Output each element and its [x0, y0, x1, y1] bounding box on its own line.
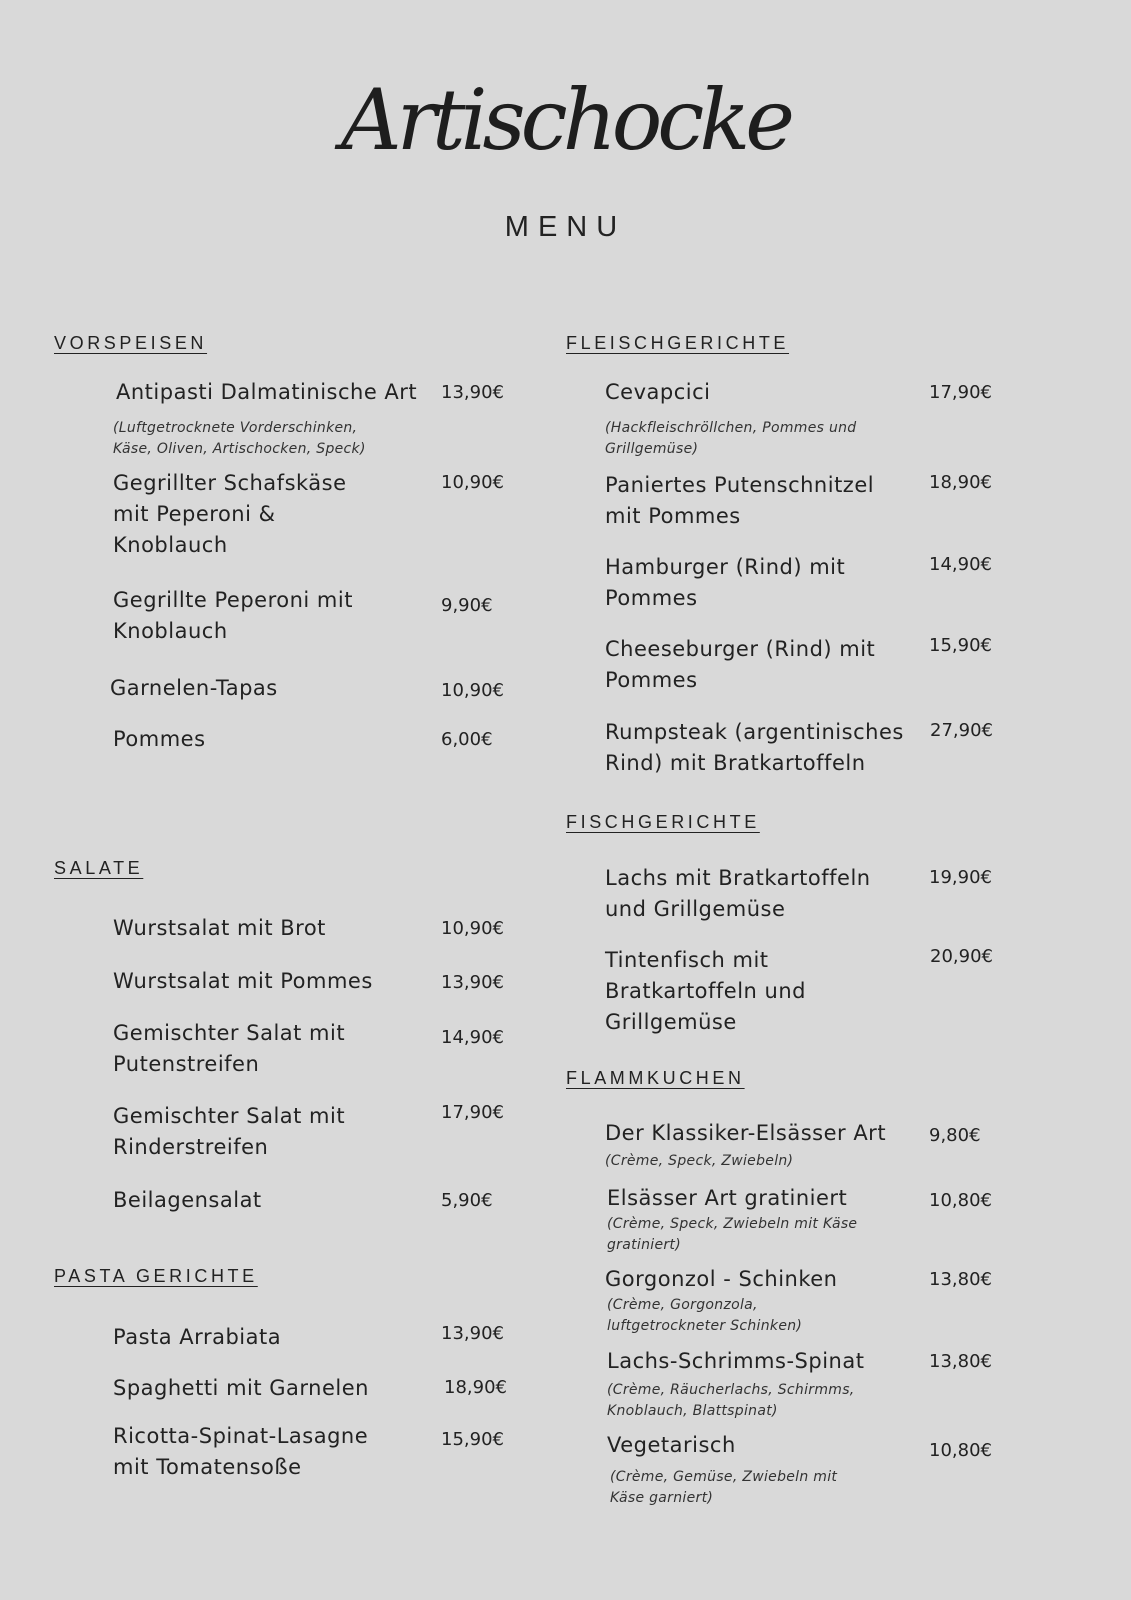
- menu-item-name: Lachs-Schrimms-Spinat: [607, 1349, 865, 1373]
- section-heading-fisch: FISCHGERICHTE: [566, 812, 760, 832]
- menu-item-name: Gemischter Salat mit Putenstreifen: [113, 1021, 346, 1076]
- menu-item-price: 18,90€: [929, 472, 992, 493]
- menu-item-price: 18,90€: [444, 1377, 507, 1398]
- menu-item-price: 14,90€: [929, 554, 992, 575]
- menu-item-price: 10,90€: [441, 680, 504, 701]
- menu-item-price: 10,90€: [441, 472, 504, 493]
- section-heading-vorspeisen: VORSPEISEN: [54, 333, 208, 353]
- menu-item-description: (Crème, Speck, Zwiebeln): [605, 1153, 794, 1169]
- menu-item-price: 10,90€: [441, 918, 504, 939]
- menu-item-name: Elsässer Art gratiniert: [607, 1186, 848, 1210]
- menu-item-price: 10,80€: [929, 1190, 992, 1211]
- menu-item-name: Gegrillter Schafskäse mit Peperoni & Knoblauch: [113, 471, 347, 557]
- restaurant-logo: Artischocke: [341, 71, 790, 169]
- menu-item-name: Cheeseburger (Rind) mit Pommes: [605, 637, 876, 692]
- menu-item-price: 5,90€: [441, 1190, 493, 1211]
- menu-item-description: (Crème, Gorgonzola, luftgetrockneter Schinken): [607, 1297, 803, 1334]
- menu-item-name: Vegetarisch: [607, 1433, 736, 1457]
- section-heading-flammkuchen: FLAMMKUCHEN: [566, 1068, 745, 1088]
- menu-item-price: 13,80€: [929, 1269, 992, 1290]
- menu-item-name: Wurstsalat mit Pommes: [113, 969, 373, 993]
- menu-item-name: Hamburger (Rind) mit Pommes: [605, 555, 846, 610]
- menu-item-price: 13,90€: [441, 382, 504, 403]
- section-heading-fleisch: FLEISCHGERICHTE: [566, 333, 790, 353]
- menu-item-name: Paniertes Putenschnitzel mit Pommes: [605, 473, 875, 528]
- menu-item-description: (Crème, Gemüse, Zwiebeln mit Käse garniert): [610, 1469, 838, 1506]
- menu-item-description: (Hackfleischröllchen, Pommes und Grillgemüse): [605, 420, 857, 457]
- menu-item-price: 9,90€: [441, 595, 493, 616]
- menu-item-price: 10,80€: [929, 1440, 992, 1461]
- menu-item-name: Beilagensalat: [113, 1188, 262, 1212]
- menu-item-price: 20,90€: [930, 946, 993, 967]
- menu-item-name: Lachs mit Bratkartoffeln und Grillgemüse: [605, 866, 871, 921]
- menu-item-name: Wurstsalat mit Brot: [113, 916, 326, 940]
- menu-item-price: 13,80€: [929, 1351, 992, 1372]
- menu-item-name: Spaghetti mit Garnelen: [113, 1376, 369, 1400]
- menu-item-price: 17,90€: [929, 382, 992, 403]
- menu-item-name: Pommes: [113, 727, 206, 751]
- menu-item-name: Gemischter Salat mit Rinderstreifen: [113, 1104, 346, 1159]
- menu-item-price: 14,90€: [441, 1027, 504, 1048]
- menu-item-price: 13,90€: [441, 1323, 504, 1344]
- menu-item-price: 15,90€: [441, 1429, 504, 1450]
- menu-title: MENU: [504, 211, 627, 243]
- menu-item-price: 9,80€: [929, 1125, 981, 1146]
- menu-item-name: Gorgonzol - Schinken: [605, 1267, 838, 1291]
- menu-item-price: 6,00€: [441, 729, 493, 750]
- section-heading-salate: SALATE: [54, 858, 144, 878]
- menu-item-description: (Luftgetrocknete Vorderschinken, Käse, Oliven, Artischocken, Speck): [113, 420, 366, 457]
- menu-item-name: Antipasti Dalmatinische Art: [116, 380, 418, 404]
- menu-item-name: Garnelen-Tapas: [110, 676, 278, 700]
- menu-item-name: Tintenfisch mit Bratkartoffeln und Grillgemüse: [605, 948, 806, 1034]
- menu-item-price: 13,90€: [441, 972, 504, 993]
- menu-item-description: (Crème, Räucherlachs, Schirmms, Knoblauch, Blattspinat): [607, 1382, 855, 1419]
- menu-item-name: Pasta Arrabiata: [113, 1325, 282, 1349]
- menu-item-name: Der Klassiker-Elsässer Art: [605, 1121, 887, 1145]
- section-heading-pasta: PASTA GERICHTE: [54, 1266, 258, 1286]
- menu-item-name: Rumpsteak (argentinisches Rind) mit Bratkartoffeln: [605, 720, 904, 775]
- menu-item-price: 27,90€: [930, 720, 993, 741]
- menu-item-price: 15,90€: [929, 635, 992, 656]
- menu-item-price: 19,90€: [929, 867, 992, 888]
- menu-item-price: 17,90€: [441, 1102, 504, 1123]
- menu-item-name: Ricotta-Spinat-Lasagne mit Tomatensoße: [113, 1424, 369, 1479]
- menu-item-name: Gegrillte Peperoni mit Knoblauch: [113, 588, 353, 643]
- menu-item-description: (Crème, Speck, Zwiebeln mit Käse gratiniert): [607, 1216, 858, 1253]
- menu-item-name: Cevapcici: [605, 380, 711, 404]
